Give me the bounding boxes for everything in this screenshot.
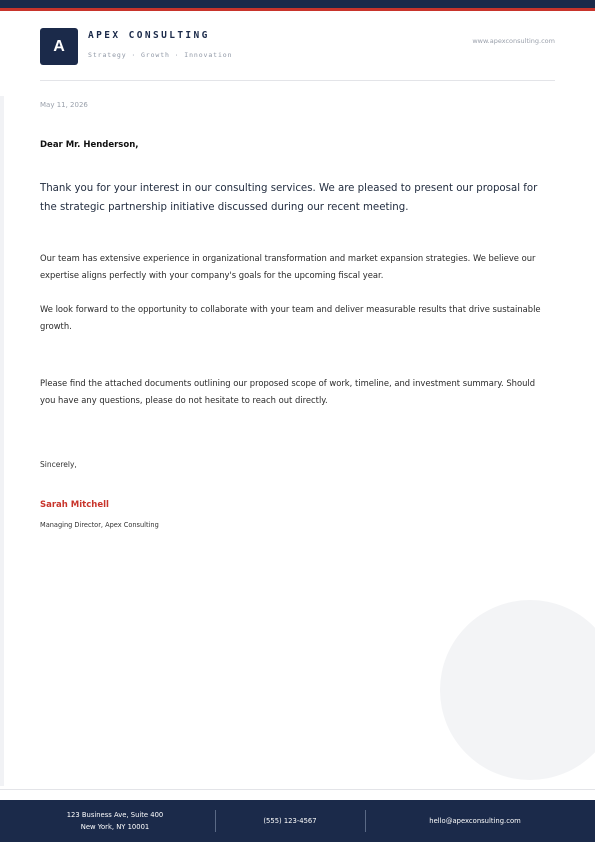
letterhead-header	[40, 28, 555, 81]
body-paragraph-experience: Our team has extensive experience in organizational transformation and market expansion strategies. We believe our expertise aligns perfectly with your company's goals for the upcoming fiscal year.	[40, 253, 536, 280]
company-logo	[40, 28, 78, 65]
top-accent-stripe	[0, 8, 595, 11]
body-paragraph-attachments: Please find the attached documents outlining our proposed scope of work, timeline, and investment summary. Should you have any questions, please do not hesitate to reach out directly.	[40, 378, 536, 405]
letter-date: May 11, 2026	[40, 101, 88, 109]
footer-divider	[0, 789, 595, 790]
intro-paragraph: Thank you for your interest in our consulting services. We are pleased to present our proposal for the strategic partnership initiative discussed during our recent meeting.	[40, 183, 538, 213]
footer-address-line1: 123 Business Ave, Suite 400	[66, 811, 164, 819]
body-paragraph-collaboration: We look forward to the opportunity to collaborate with your team and deliver measurable results that drive sustainable growth.	[40, 304, 541, 331]
footer-email-link[interactable]	[365, 800, 585, 842]
company-tagline: Strategy · Growth · Innovation	[88, 51, 233, 59]
signer-name: Sarah Mitchell	[40, 500, 109, 510]
footer-phone[interactable]	[215, 800, 365, 842]
decorative-circle	[440, 600, 595, 780]
letter-salutation: Dear Mr. Henderson,	[40, 140, 139, 150]
letter-closing: Sincerely,	[40, 460, 77, 469]
logo-letter: A	[53, 38, 65, 55]
top-accent-bar	[0, 0, 595, 8]
company-name: APEX CONSULTING	[88, 30, 210, 41]
letterhead-footer	[0, 800, 595, 842]
company-website-link[interactable]: www.apexconsulting.com	[472, 37, 555, 45]
signer-title: Managing Director, Apex Consulting	[40, 521, 159, 529]
footer-phone-text: (555) 123-4567	[263, 817, 317, 825]
footer-address-line2: New York, NY 10001	[80, 823, 150, 831]
footer-email-text: hello@apexconsulting.com	[429, 817, 521, 825]
left-margin-strip	[0, 96, 4, 786]
footer-address	[15, 800, 215, 842]
